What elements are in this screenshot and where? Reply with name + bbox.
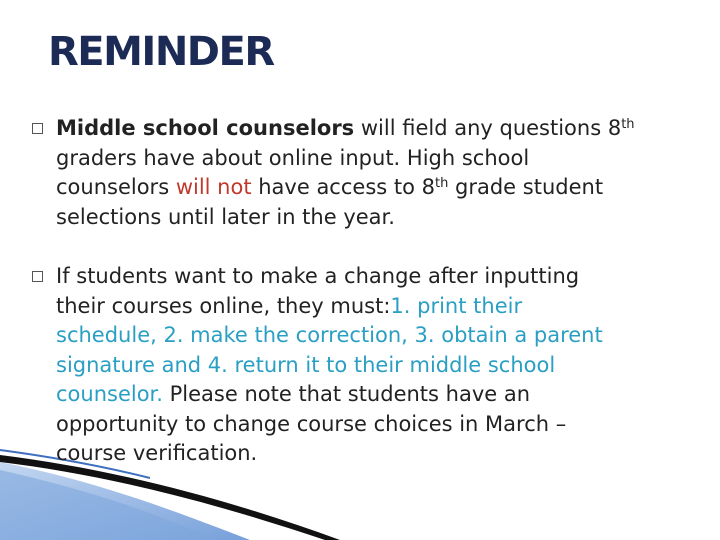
bullet-item-counselors	[32, 114, 692, 232]
bullet-item-changes	[32, 262, 692, 469]
bold-text: Middle school counselors	[56, 116, 355, 140]
text-segment: If students want to make a change after inputting	[56, 264, 580, 288]
square-bullet-icon	[32, 271, 43, 282]
text-segment: opportunity to change course choices in March –	[56, 411, 567, 436]
text-segment: have access to 8	[251, 175, 435, 199]
text-segment: will field any questions 8	[354, 116, 622, 140]
text-segment: counselors	[56, 175, 176, 199]
text-segment: Please note that students have an	[162, 382, 531, 406]
text-segment: selections until later in the year.	[56, 204, 395, 229]
steps-text: signature and 4. return it to their middle school	[56, 352, 556, 377]
text-segment: their courses online, they must:	[56, 293, 391, 318]
slide-title: REMINDER	[48, 29, 274, 75]
square-bullet-icon	[32, 123, 43, 134]
superscript: th	[435, 176, 449, 191]
steps-text: schedule, 2. make the correction, 3. obtain a parent	[56, 323, 603, 347]
superscript: th	[621, 117, 635, 132]
text-segment: course verification.	[56, 441, 258, 465]
steps-text: 1. print their	[390, 293, 523, 318]
text-segment: graders have about online input. High school	[56, 145, 530, 170]
text-segment: grade student	[448, 175, 604, 199]
steps-text: counselor.	[56, 382, 163, 406]
emphasis-text: will not	[175, 175, 252, 199]
